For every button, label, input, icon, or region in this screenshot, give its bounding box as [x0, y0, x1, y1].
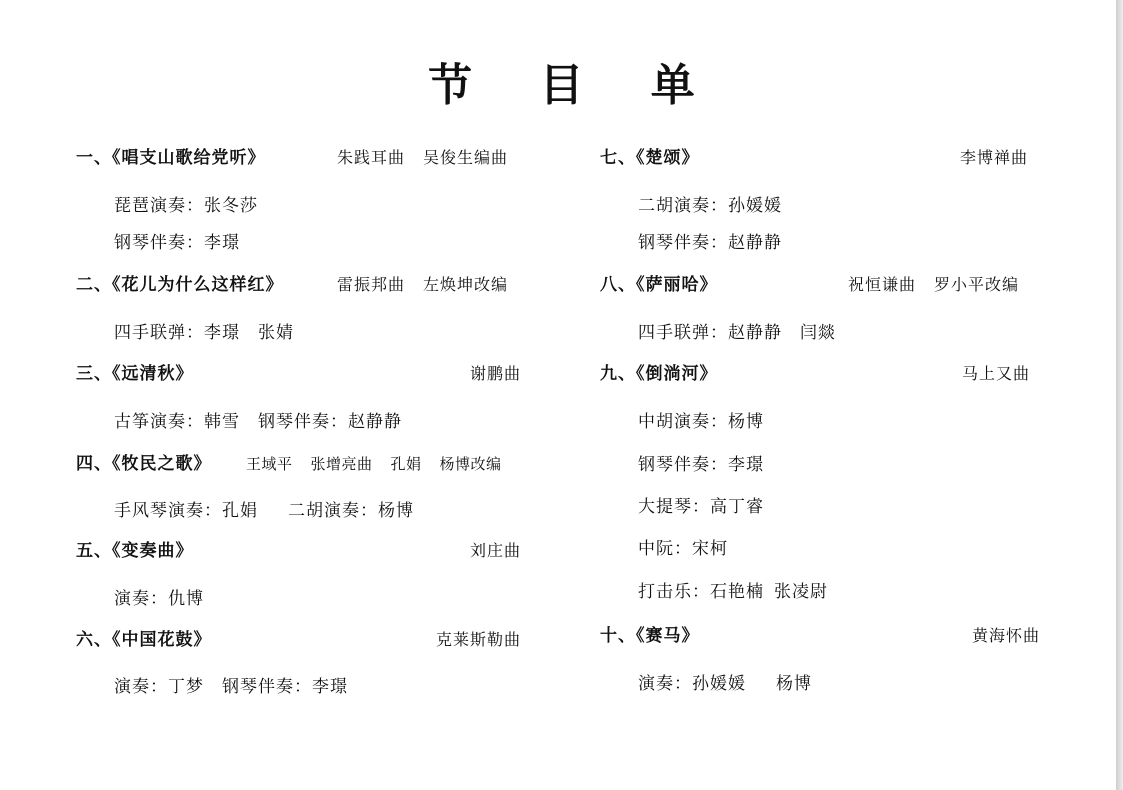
- program-item-9-performer: 打击乐：石艳楠 张凌尉: [638, 582, 828, 602]
- program-item-5-composer: 刘庄曲: [469, 541, 521, 560]
- program-item-4-performer: 手风琴演奏：孔娟 二胡演奏：杨博: [114, 501, 414, 521]
- program-item-4-heading: 四、《牧民之歌》: [76, 454, 212, 474]
- page-edge-shadow: [1116, 0, 1123, 790]
- program-item-3-heading: 三、《远清秋》: [76, 364, 194, 384]
- program-item-1-heading: 一、《唱支山歌给党听》: [76, 148, 266, 168]
- program-item-7-performer: 钢琴伴奏：赵静静: [638, 233, 782, 253]
- program-item-2-heading: 二、《花儿为什么这样红》: [76, 275, 284, 295]
- program-item-9-heading: 九、《倒淌河》: [600, 364, 718, 384]
- program-item-9-performer: 中阮：宋柯: [638, 539, 728, 559]
- program-item-10-heading: 十、《赛马》: [600, 626, 700, 646]
- program-item-9-performer: 中胡演奏：杨博: [638, 412, 764, 432]
- program-item-7-composer: 李博禅曲: [959, 148, 1028, 167]
- program-item-4-composer: 王域平 张增亮曲 孔娟 杨博改编: [246, 455, 502, 473]
- program-item-5-heading: 五、《变奏曲》: [76, 541, 194, 561]
- program-item-8-performer: 四手联弹：赵静静 闫燚: [638, 323, 836, 343]
- program-item-1-performer: 琵琶演奏：张冬莎: [114, 196, 258, 216]
- program-item-9-performer: 钢琴伴奏：李璟: [638, 455, 764, 475]
- program-item-3-composer: 谢鹏曲: [469, 364, 521, 383]
- program-item-2-composer: 雷振邦曲 左焕坤改编: [337, 275, 509, 294]
- program-item-7-performer: 二胡演奏：孙媛媛: [638, 196, 782, 216]
- program-item-8-composer: 祝恒谦曲 罗小平改编: [848, 275, 1020, 294]
- program-item-2-performer: 四手联弹：李璟 张婧: [114, 323, 294, 343]
- program-item-1-composer: 朱践耳曲 吴俊生编曲: [337, 148, 509, 167]
- program-item-6-performer: 演奏：丁梦 钢琴伴奏：李璟: [114, 677, 348, 697]
- program-item-10-performer: 演奏：孙媛媛 杨博: [638, 674, 812, 694]
- program-item-10-composer: 黄海怀曲: [971, 626, 1040, 645]
- program-item-5-performer: 演奏：仇博: [114, 589, 204, 609]
- program-item-6-heading: 六、《中国花鼓》: [76, 630, 212, 650]
- program-item-8-heading: 八、《萨丽哈》: [600, 275, 718, 295]
- program-item-1-performer: 钢琴伴奏：李璟: [114, 233, 240, 253]
- program-item-9-composer: 马上又曲: [961, 364, 1030, 383]
- program-item-9-performer: 大提琴：高丁睿: [638, 497, 764, 517]
- program-item-7-heading: 七、《楚颂》: [600, 148, 700, 168]
- page-title: 节 目 单: [428, 60, 721, 111]
- program-item-6-composer: 克莱斯勒曲: [435, 630, 521, 649]
- program-item-3-performer: 古筝演奏：韩雪 钢琴伴奏：赵静静: [114, 412, 402, 432]
